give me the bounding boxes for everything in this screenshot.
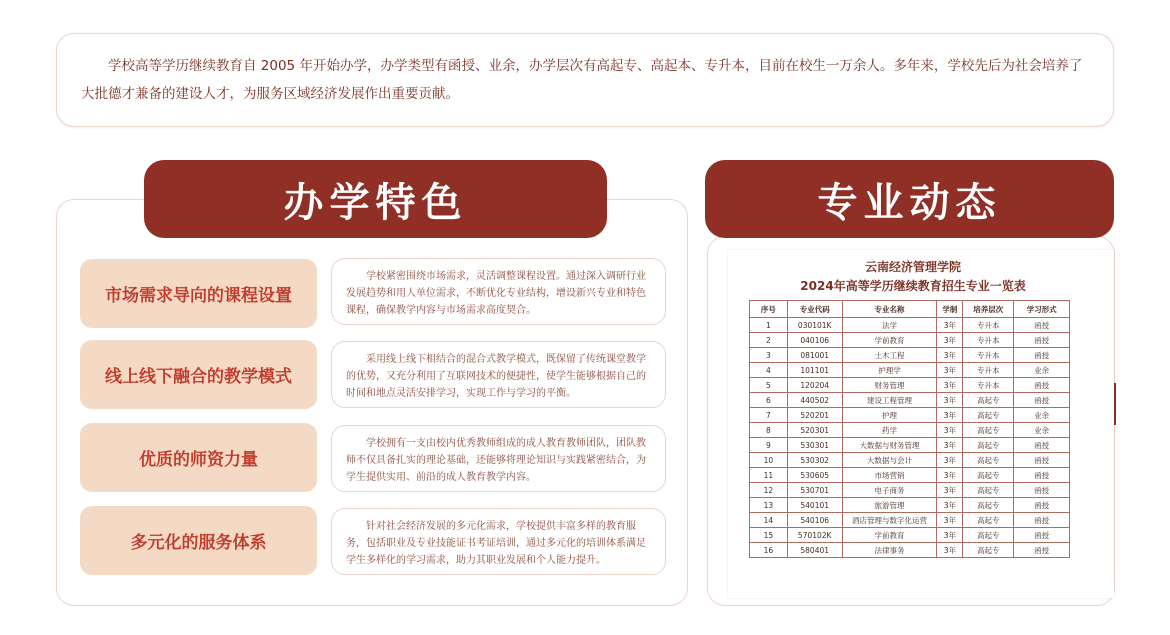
table-row [750,333,1070,348]
cell-index: 5 [750,378,788,393]
cell-duration: 3年 [937,423,963,438]
cell-index: 15 [750,528,788,543]
cell-duration: 3年 [937,438,963,453]
feature-label-curriculum: 市场需求导向的课程设置 [80,259,317,328]
cell-level: 高起专 [963,498,1014,513]
cell-mode: 函授 [1014,513,1070,528]
table-row [750,483,1070,498]
cell-code: 540106 [787,513,842,528]
cell-index: 11 [750,468,788,483]
cell-code: 530302 [787,453,842,468]
feature-desc-faculty: 学校拥有一支由校内优秀教师组成的成人教育教师团队，团队教师不仅具备扎实的理论基础，还能够将理论知识与实践紧密结合，为学生提供实用、前沿的成人教育教学内容。 [331,425,666,492]
cell-name: 护理 [842,408,937,423]
cell-name: 酒店管理与数字化运营 [842,513,937,528]
table-row [750,453,1070,468]
cell-code: 520301 [787,423,842,438]
cell-index: 14 [750,513,788,528]
cell-index: 4 [750,363,788,378]
cell-code: 120204 [787,378,842,393]
cell-level: 高起专 [963,408,1014,423]
table-row [750,318,1070,333]
table-row [750,348,1070,363]
col-header-code: 专业代码 [787,301,842,318]
cell-code: 030101K [787,318,842,333]
cell-index: 2 [750,333,788,348]
table-row [750,363,1070,378]
table-row [750,513,1070,528]
cell-code: 081001 [787,348,842,363]
cell-name: 市场营销 [842,468,937,483]
cell-duration: 3年 [937,483,963,498]
table-row [750,498,1070,513]
cell-level: 高起专 [963,468,1014,483]
feature-label-services: 多元化的服务体系 [80,506,317,575]
cell-code: 040106 [787,333,842,348]
cell-name: 护理学 [842,363,937,378]
cell-name: 学前教育 [842,333,937,348]
cell-level: 高起专 [963,423,1014,438]
admissions-document [728,250,1114,598]
cell-mode: 函授 [1014,318,1070,333]
cell-code: 440502 [787,393,842,408]
cell-name: 大数据与会计 [842,453,937,468]
table-row [750,408,1070,423]
doc-table-title: 2024年高等学历继续教育招生专业一览表 [800,279,1026,293]
cell-duration: 3年 [937,453,963,468]
cell-level: 高起专 [963,453,1014,468]
cell-mode: 函授 [1014,483,1070,498]
cell-name: 大数据与财务管理 [842,438,937,453]
doc-school-name: 云南经济管理学院 [864,260,961,274]
col-header-name: 专业名称 [842,301,937,318]
intro-text: 学校高等学历继续教育自 2005 年开始办学，办学类型有函授、业余，办学层次有高起专、高起本、专升本，目前在校生一万余人。多年来，学校先后为社会培养了大批德才兼备的建设人才，为服务区域经济发展作出重要贡献。 [81,58,1083,102]
cell-code: 530301 [787,438,842,453]
col-header-mode: 学习形式 [1014,301,1070,318]
cell-mode: 函授 [1014,378,1070,393]
cell-level: 高起专 [963,393,1014,408]
cell-index: 6 [750,393,788,408]
cell-index: 7 [750,408,788,423]
table-row [750,528,1070,543]
cell-duration: 3年 [937,333,963,348]
table-row [750,468,1070,483]
cell-name: 土木工程 [842,348,937,363]
cell-duration: 3年 [937,318,963,333]
table-row [750,438,1070,453]
feature-label-faculty: 优质的师资力量 [80,423,317,492]
cell-code: 520201 [787,408,842,423]
cell-mode: 函授 [1014,453,1070,468]
cell-name: 电子商务 [842,483,937,498]
col-header-level: 培养层次 [963,301,1014,318]
table-row [750,543,1070,558]
cell-mode: 函授 [1014,528,1070,543]
table-row [750,423,1070,438]
cell-duration: 3年 [937,468,963,483]
cell-code: 530605 [787,468,842,483]
majors-banner: 专业动态 [705,160,1114,238]
cell-duration: 3年 [937,378,963,393]
feature-desc-teaching-mode: 采用线上线下相结合的混合式教学模式，既保留了传统课堂教学的优势，又充分利用了互联网技术的便捷性，使学生能够根据自己的时间和地点灵活安排学习，实现工作与学习的平衡。 [331,341,666,408]
cell-mode: 业余 [1014,423,1070,438]
cell-duration: 3年 [937,513,963,528]
cell-code: 540101 [787,498,842,513]
col-header-duration: 学制 [937,301,963,318]
cell-name: 法学 [842,318,937,333]
cell-mode: 函授 [1014,468,1070,483]
cell-name: 学前教育 [842,528,937,543]
intro-card [56,33,1114,127]
cell-mode: 函授 [1014,438,1070,453]
cell-index: 16 [750,543,788,558]
cell-index: 1 [750,318,788,333]
cell-code: 580401 [787,543,842,558]
cell-mode: 业余 [1014,408,1070,423]
cell-name: 药学 [842,423,937,438]
cell-duration: 3年 [937,348,963,363]
cell-level: 高起专 [963,528,1014,543]
cell-level: 专升本 [963,318,1014,333]
cell-level: 高起专 [963,438,1014,453]
majors-table [749,300,1070,558]
cell-index: 9 [750,438,788,453]
cell-duration: 3年 [937,363,963,378]
cell-mode: 函授 [1014,498,1070,513]
cell-duration: 3年 [937,498,963,513]
cell-code: 530701 [787,483,842,498]
cell-mode: 函授 [1014,543,1070,558]
cell-level: 专升本 [963,378,1014,393]
features-banner: 办学特色 [144,160,607,238]
feature-label-teaching-mode: 线上线下融合的教学模式 [80,340,317,409]
col-header-index: 序号 [750,301,788,318]
cell-index: 3 [750,348,788,363]
cell-index: 10 [750,453,788,468]
cell-level: 高起专 [963,513,1014,528]
cell-duration: 3年 [937,408,963,423]
table-header-row [750,301,1070,318]
cell-name: 建设工程管理 [842,393,937,408]
cell-level: 专升本 [963,348,1014,363]
cell-name: 财务管理 [842,378,937,393]
feature-desc-services: 针对社会经济发展的多元化需求，学校提供丰富多样的教育服务，包括职业及专业技能证书考证培训，通过多元化的培训体系满足学生多样化的学习需求，助力其职业发展和个人能力提升。 [331,508,666,575]
cell-level: 专升本 [963,333,1014,348]
cell-level: 高起专 [963,543,1014,558]
cell-duration: 3年 [937,393,963,408]
cell-mode: 函授 [1014,393,1070,408]
cell-mode: 业余 [1014,363,1070,378]
cell-index: 13 [750,498,788,513]
table-row [750,393,1070,408]
cell-duration: 3年 [937,528,963,543]
cell-duration: 3年 [937,543,963,558]
cell-code: 570102K [787,528,842,543]
cell-name: 旅游管理 [842,498,937,513]
cell-mode: 函授 [1014,333,1070,348]
cell-name: 法律事务 [842,543,937,558]
feature-desc-curriculum: 学校紧密围绕市场需求，灵活调整课程设置。通过深入调研行业发展趋势和用人单位需求，不断优化专业结构，增设新兴专业和特色课程，确保教学内容与市场需求高度契合。 [331,258,666,325]
cell-index: 12 [750,483,788,498]
table-row [750,378,1070,393]
cell-index: 8 [750,423,788,438]
cell-level: 专升本 [963,363,1014,378]
cell-code: 101101 [787,363,842,378]
cell-level: 高起专 [963,483,1014,498]
cell-mode: 函授 [1014,348,1070,363]
